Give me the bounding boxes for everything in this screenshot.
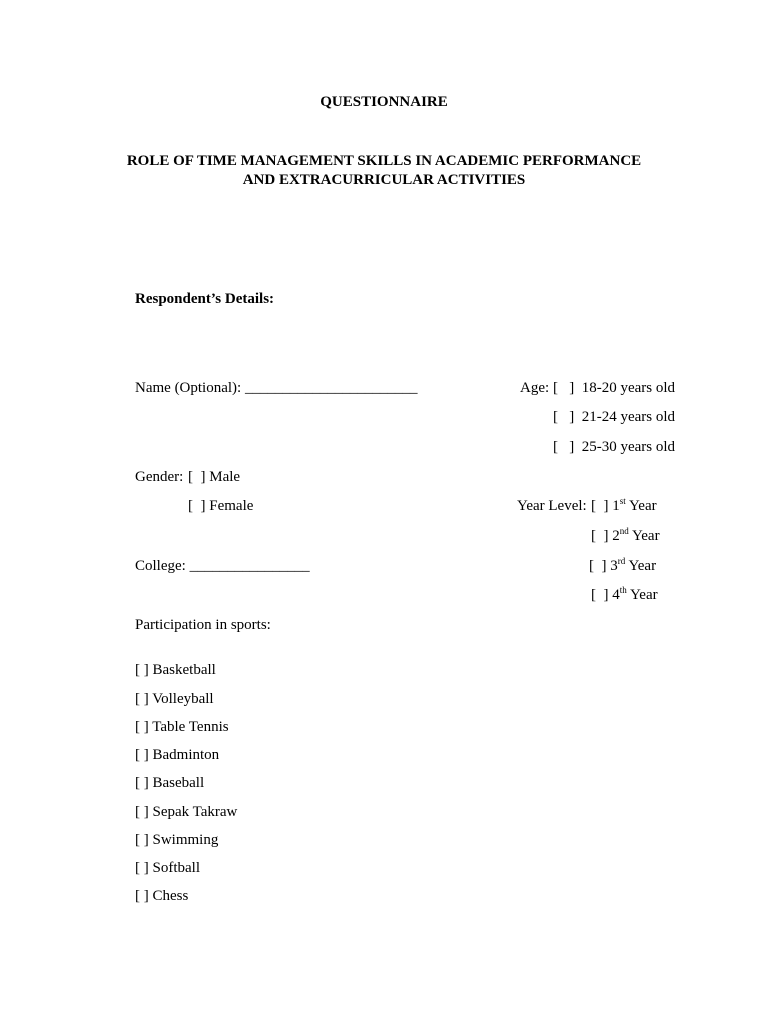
sport-option-chess[interactable]: [ ] Chess: [135, 888, 189, 904]
year-word: Year: [626, 587, 658, 603]
ordinal-suffix: th: [619, 585, 627, 595]
document-title: QUESTIONNAIRE: [320, 94, 448, 110]
age-option-25-30[interactable]: [ ] 25-30 years old: [553, 439, 676, 455]
document-subtitle-line-2: AND EXTRACURRICULAR ACTIVITIES: [242, 172, 526, 188]
sport-option-volleyball[interactable]: [ ] Volleyball: [135, 691, 214, 707]
gender-option-male[interactable]: [ ] Male: [188, 469, 241, 485]
sport-option-badminton[interactable]: [ ] Badminton: [135, 747, 220, 763]
sports-participation-label: Participation in sports:: [135, 617, 271, 633]
name-label: Name (Optional):: [135, 380, 245, 396]
name-blank[interactable]: _______________________: [244, 380, 418, 396]
year-level-label: Year Level:: [517, 498, 591, 514]
sport-option-table-tennis[interactable]: [ ] Table Tennis: [135, 719, 229, 735]
year-level-box: [ ] 2: [591, 528, 620, 544]
gender-option-female[interactable]: [ ] Female: [188, 498, 254, 514]
ordinal-suffix: st: [619, 496, 626, 506]
sport-option-baseball[interactable]: [ ] Baseball: [135, 775, 205, 791]
age-option-21-24[interactable]: [ ] 21-24 years old: [553, 409, 676, 425]
college-blank[interactable]: ________________: [189, 558, 310, 574]
name-field: [135, 379, 417, 397]
sport-option-softball[interactable]: [ ] Softball: [135, 860, 200, 876]
year-level-option-3rd[interactable]: [589, 557, 656, 575]
year-level-box: [ ] 1: [591, 498, 620, 514]
age-label: Age:: [520, 380, 553, 396]
year-level-option-4th[interactable]: [591, 586, 658, 604]
college-label: College:: [135, 558, 190, 574]
year-level-box: [ ] 3: [589, 558, 618, 574]
year-level-option-1st[interactable]: [591, 497, 657, 515]
sport-option-swimming[interactable]: [ ] Swimming: [135, 832, 219, 848]
respondent-details-heading: Respondent’s Details:: [135, 291, 275, 307]
sport-option-sepak-takraw[interactable]: [ ] Sepak Takraw: [135, 804, 238, 820]
year-word: Year: [628, 528, 660, 544]
year-level-box: [ ] 4: [591, 587, 620, 603]
sport-option-basketball[interactable]: [ ] Basketball: [135, 662, 216, 678]
college-field: [135, 557, 310, 575]
age-option-18-20[interactable]: [ ] 18-20 years old: [553, 380, 676, 396]
year-level-option-2nd[interactable]: [591, 527, 660, 545]
gender-label: Gender:: [135, 469, 188, 485]
year-word: Year: [625, 558, 657, 574]
year-word: Year: [625, 498, 657, 514]
document-subtitle-line-1: ROLE OF TIME MANAGEMENT SKILLS IN ACADEMIC PERFORMANCE: [126, 153, 642, 169]
ordinal-suffix: rd: [617, 556, 626, 566]
ordinal-suffix: nd: [619, 526, 629, 536]
